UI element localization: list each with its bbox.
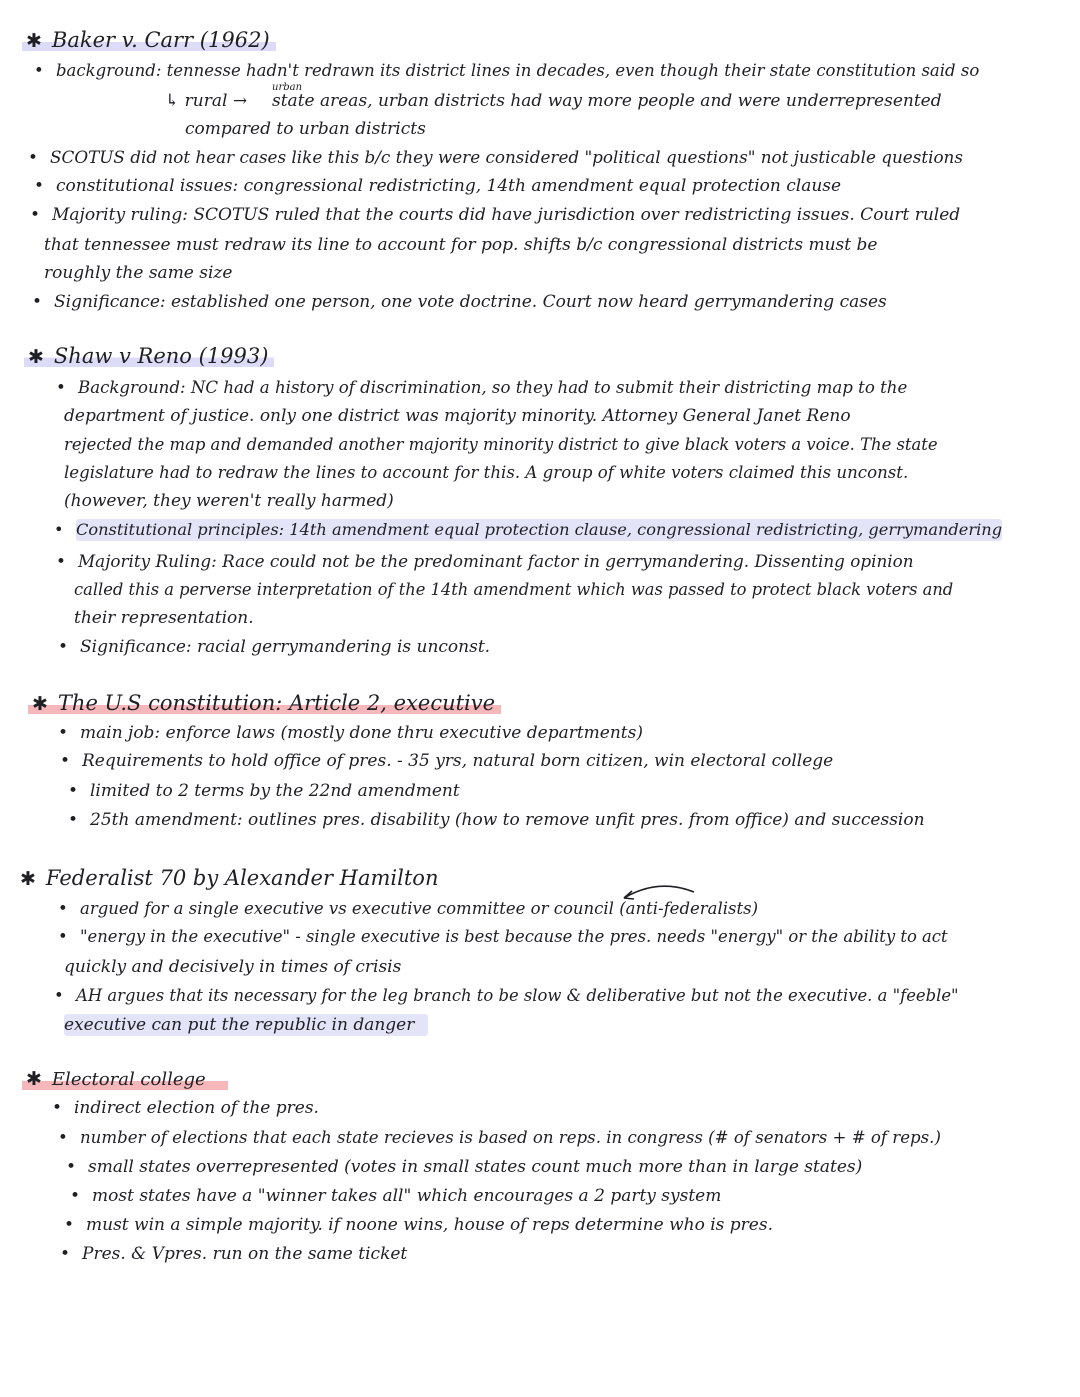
fed70-ah-argues: • AH argues that its necessary for the leg branch to be slow & deliberative but not the executive. a "feeble" <box>76 985 959 1007</box>
electoral-number: • number of elections that each state recieves is based on reps. in congress (# of senators + # of reps.) <box>80 1127 941 1149</box>
baker-heading <box>22 28 276 53</box>
fed70-heading <box>16 866 444 891</box>
shaw-significance: • Significance: racial gerrymandering is unconst. <box>80 636 490 658</box>
electoral-indirect: • indirect election of the pres. <box>74 1097 319 1119</box>
article2-requirements: • Requirements to hold office of pres. - 35 yrs, natural born citizen, win electoral college <box>82 750 833 772</box>
baker-rural-arrow: ↳ rural → <box>165 91 248 111</box>
shaw-majority-cont1: called this a perverse interpretation of the 14th amendment which was passed to protect black voters and <box>74 580 954 599</box>
baker-majority: • Majority ruling: SCOTUS ruled that the courts did have jurisdiction over redistricting issues. Court ruled <box>52 204 960 226</box>
star-icon: ✱ <box>20 868 36 890</box>
star-icon: ✱ <box>26 1068 42 1090</box>
shaw-majority-cont2: their representation. <box>74 608 254 628</box>
article2-25th: • 25th amendment: outlines pres. disability (how to remove unfit pres. from office) and succession <box>90 809 925 831</box>
shaw-background-cont2: rejected the map and demanded another majority minority district to give black voters a voice. The state <box>64 435 938 454</box>
baker-background: • background: tennesse hadn't redrawn its district lines in decades, even though their state constitution said so <box>56 60 979 82</box>
electoral-small-states: • small states overrepresented (votes in small states count much more than in large states) <box>88 1156 862 1178</box>
electoral-same-ticket: • Pres. & Vpres. run on the same ticket <box>82 1243 407 1265</box>
baker-background-cont: state areas, urban districts had way more people and were underrepresented <box>272 91 942 111</box>
baker-const-issues: • constitutional issues: congressional redistricting, 14th amendment equal protection clause <box>56 175 841 197</box>
article2-term-limit: • limited to 2 terms by the 22nd amendment <box>90 780 460 802</box>
star-icon: ✱ <box>28 346 44 368</box>
article2-heading <box>28 691 501 716</box>
shaw-background-cont4: (however, they weren't really harmed) <box>64 491 394 511</box>
article2-title: The U.S constitution: Article 2, executive <box>57 691 496 715</box>
shaw-majority: • Majority Ruling: Race could not be the predominant factor in gerrymandering. Dissenting opinion <box>78 550 914 572</box>
electoral-winner-takes-all: • most states have a "winner takes all" which encourages a 2 party system <box>92 1185 721 1207</box>
shaw-background-cont3: legislature had to redraw the lines to account for this. A group of white voters claimed this unconst. <box>64 463 909 482</box>
baker-title: Baker v. Carr (1962) <box>51 28 270 52</box>
electoral-title: Electoral college <box>51 1069 206 1090</box>
shaw-principles: • Constitutional principles: 14th amendment equal protection clause, congressional redistricting, gerrymandering <box>76 519 1002 541</box>
baker-scotus: • SCOTUS did not hear cases like this b/c they were considered "political questions" not justicable questions <box>50 146 963 168</box>
fed70-title: Federalist 70 by Alexander Hamilton <box>45 866 439 890</box>
baker-significance: • Significance: established one person, one vote doctrine. Court now heard gerrymandering cases <box>54 291 887 313</box>
shaw-title: Shaw v Reno (1993) <box>53 344 269 368</box>
fed70-energy: • "energy in the executive" - single executive is best because the pres. needs "energy" or the ability to act <box>80 926 948 948</box>
electoral-simple-majority: • must win a simple majority. if noone wins, house of reps determine who is pres. <box>86 1214 773 1236</box>
electoral-heading <box>22 1067 228 1092</box>
shaw-background-cont1: department of justice. only one district was majority minority. Attorney General Janet Reno <box>64 406 851 426</box>
baker-background-cont2: compared to urban districts <box>185 119 426 139</box>
shaw-background: • Background: NC had a history of discrimination, so they had to submit their districting map to the <box>78 377 907 399</box>
baker-majority-cont: that tennessee must redraw its line to account for pop. shifts b/c congressional districts must be <box>44 235 878 255</box>
baker-urban-note: urban <box>272 82 303 93</box>
baker-majority-cont2: roughly the same size <box>44 263 233 283</box>
fed70-energy-cont: quickly and decisively in times of crisis <box>64 957 402 977</box>
star-icon: ✱ <box>32 693 48 715</box>
article2-main-job: • main job: enforce laws (mostly done thru executive departments) <box>80 722 643 744</box>
star-icon: ✱ <box>26 30 42 52</box>
shaw-heading <box>24 344 274 369</box>
fed70-ah-argues-cont: executive can put the republic in danger <box>64 1014 428 1036</box>
fed70-argued: • argued for a single executive vs executive committee or council (anti-federalists) <box>80 898 758 920</box>
